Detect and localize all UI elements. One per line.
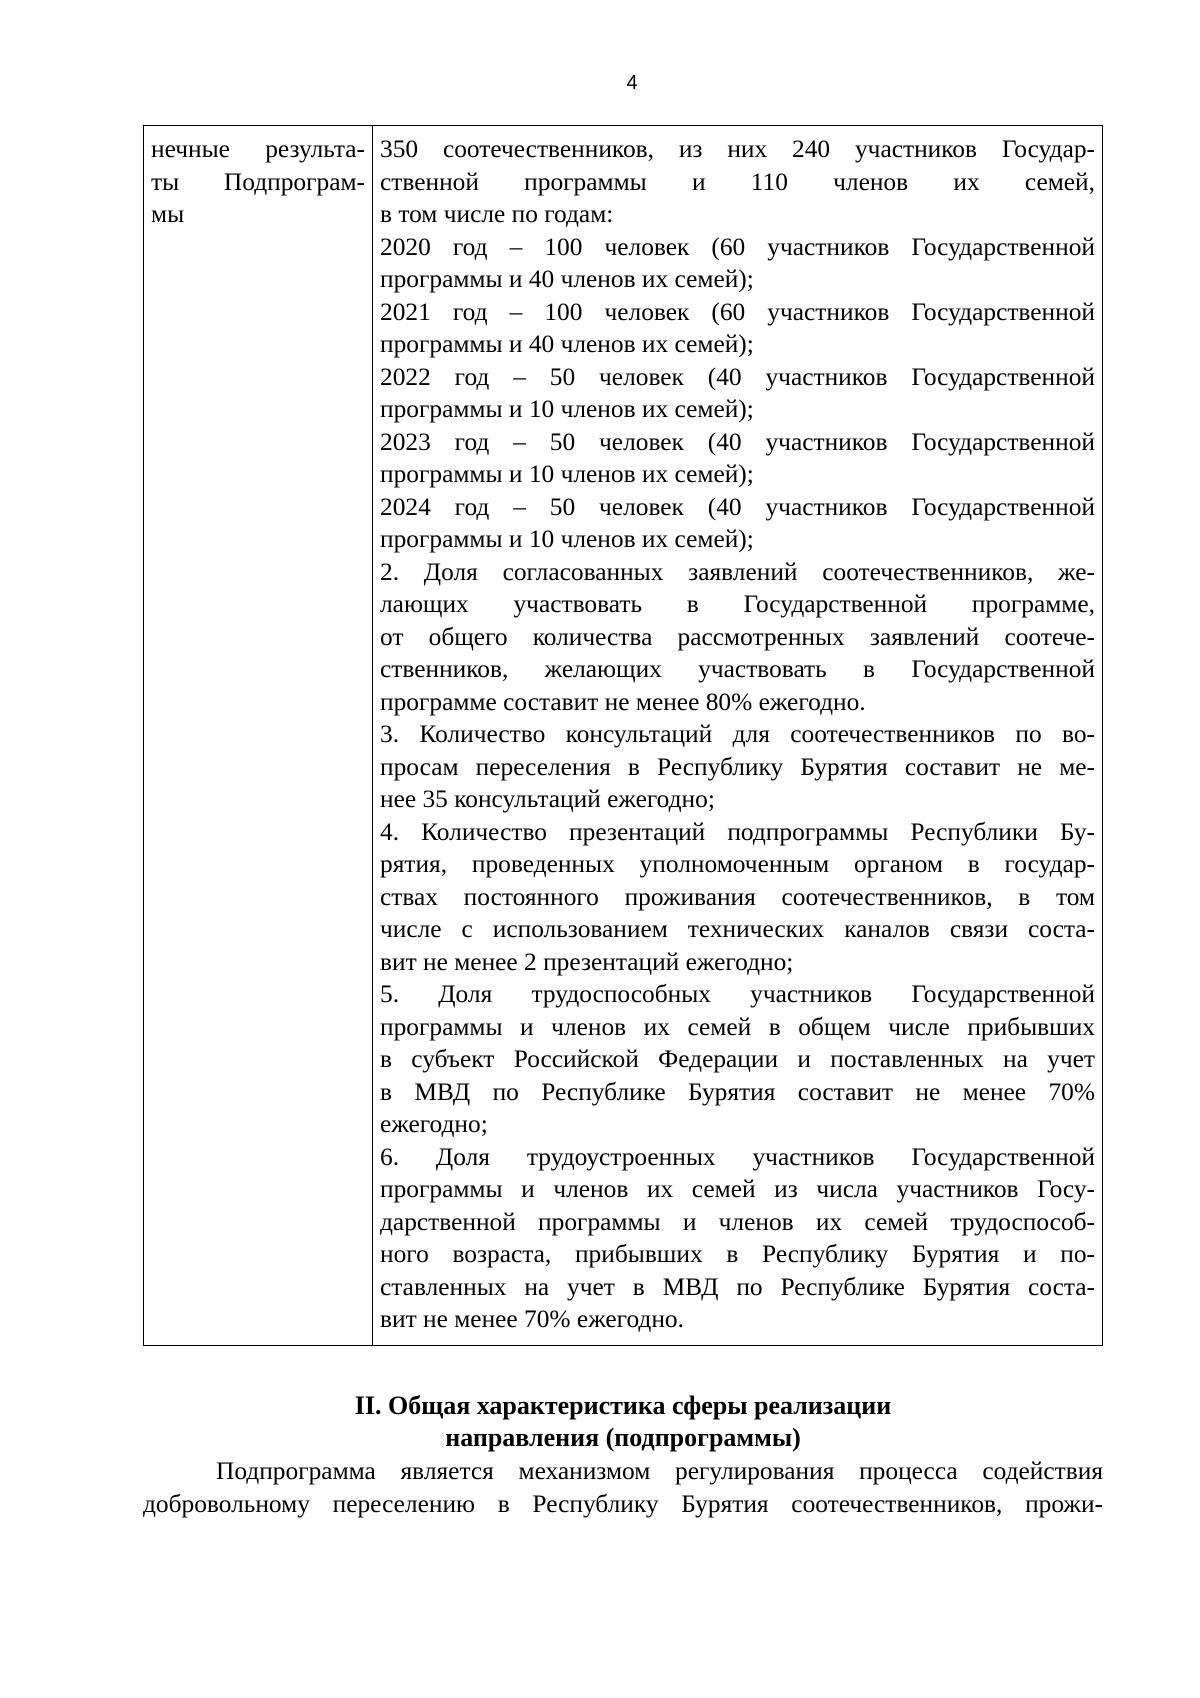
section-heading-line: II. Общая характеристика сферы реализации — [354, 1391, 892, 1420]
value-line: ствах постоянного проживания соотечественников, в том — [380, 882, 1095, 911]
value-line: 2024 год – 50 человек (40 участников Государственной — [380, 492, 1095, 521]
value-line: вит не менее 2 презентаций ежегодно; — [380, 947, 794, 976]
value-line: 2020 год – 100 человек (60 участников Государственной — [380, 232, 1095, 261]
value-line: 2022 год – 50 человек (40 участников Государственной — [380, 362, 1095, 391]
value-line: программы и членов их семей из числа участников Госу- — [380, 1175, 1095, 1203]
value-line: ственной программы и 110 членов их семей, — [380, 167, 1095, 196]
value-line: ставленных на учет в МВД по Республике Бурятия соста- — [380, 1272, 1095, 1301]
label-line: мы — [151, 200, 185, 228]
value-line: 3. Количество консультаций для соотечественников по во- — [380, 720, 1095, 748]
value-line: нее 35 консультаций ежегодно; — [380, 785, 715, 813]
value-line: в том числе по годам: — [380, 200, 614, 228]
value-line: программы и 10 членов их семей); — [380, 525, 754, 553]
value-line: 6. Доля трудоустроенных участников Государственной — [380, 1142, 1095, 1171]
results-table — [143, 125, 1103, 1346]
value-line: 5. Доля трудоспособных участников Государственной — [380, 980, 1095, 1008]
value-line: ственников, желающих участвовать в Государственной — [380, 655, 1095, 683]
value-line: 2023 год – 50 человек (40 участников Государственной — [380, 427, 1095, 456]
value-line: дарственной программы и членов их семей трудоспособ- — [380, 1207, 1095, 1236]
value-line: 2021 год – 100 человек (60 участников Государственной — [380, 297, 1095, 326]
value-line: рятия, проведенных уполномоченным органом в государ- — [380, 850, 1095, 878]
value-line: просам переселения в Республику Бурятия составит не ме- — [380, 752, 1095, 781]
page-number: 4 — [626, 72, 638, 94]
value-line: вит не менее 70% ежегодно. — [380, 1305, 684, 1333]
value-line: ного возраста, прибывших в Республику Бурятия и по- — [380, 1240, 1095, 1268]
value-line: в МВД по Республике Бурятия составит не менее 70% — [380, 1077, 1095, 1106]
value-line: лающих участвовать в Государственной программе, — [380, 590, 1095, 618]
body-paragraph — [143, 1455, 1103, 1521]
table-value-cell — [373, 126, 1103, 1346]
value-line: 350 соотечественников, из них 240 участников Государ- — [380, 135, 1095, 163]
value-line: 2. Доля согласованных заявлений соотечественников, же- — [380, 557, 1095, 586]
value-line: программы и 10 членов их семей); — [380, 395, 754, 423]
value-line: от общего количества рассмотренных заявлений соотече- — [380, 622, 1095, 651]
value-line: 4. Количество презентаций подпрограммы Республики Бу- — [380, 817, 1095, 846]
value-line: в субъект Российской Федерации и поставленных на учет — [380, 1045, 1095, 1073]
table-row — [144, 126, 1103, 1346]
value-line: программы и 40 членов их семей); — [380, 265, 754, 293]
value-line: программы и 40 членов их семей); — [380, 330, 754, 358]
section-heading-line: направления (подпрограммы) — [445, 1423, 801, 1452]
section-heading — [143, 1390, 1103, 1454]
label-line: нечные результа- — [151, 135, 365, 163]
paragraph-line: добровольному переселению в Республику Бурятия соотечественников, прожи- — [143, 1490, 1103, 1518]
value-line: программе составит не менее 80% ежегодно. — [380, 687, 866, 716]
label-line: ты Подпрограм- — [151, 167, 365, 196]
table-label-cell — [144, 126, 373, 1346]
value-line: программы и членов их семей в общем числе прибывших — [380, 1012, 1095, 1041]
paragraph-line: Подпрограмма является механизмом регулирования процесса содействия — [216, 1457, 1103, 1485]
value-line: ежегодно; — [380, 1110, 488, 1138]
value-line: числе с использованием технических каналов связи соста- — [380, 915, 1095, 943]
value-line: программы и 10 членов их семей); — [380, 460, 754, 488]
